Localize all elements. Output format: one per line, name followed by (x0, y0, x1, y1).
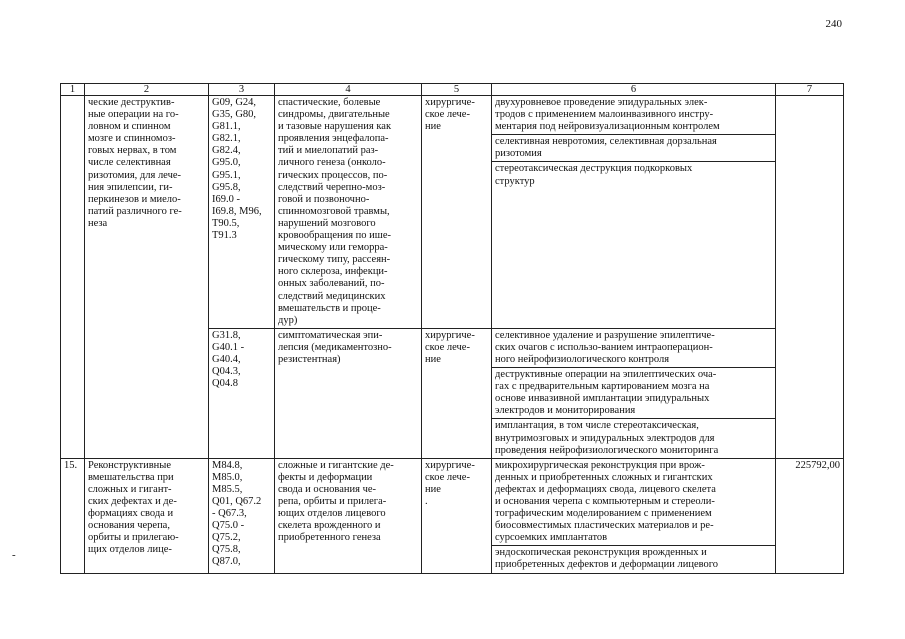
page-number: 240 (825, 18, 842, 30)
treatment-type-cell: хирургиче- ское лече- ние . (422, 458, 492, 573)
treatment-method: двухуровневое проведение эпидуральных элек- тродов с применением малоинвазивного инстру- ментария под нейровизуализационным контролем (492, 96, 775, 135)
treatment-profile-cell: Реконструктивные вмешательства при сложных и гигант- ских дефектах и де- формациях свода и основания черепа, орбиты и прилегаю- щих отделов лице- (85, 458, 209, 573)
treatment-methods-cell (492, 328, 776, 458)
treatment-method: имплантация, в том числе стереотаксическая, внутримозговых и эпидуральных электродов для проведения нейрофизиологического мониторинга (495, 420, 719, 456)
model-patient-cell: сложные и гигантские де- фекты и деформации свода и основания че- репа, орбиты и прилега- ющих отделов лицевого скелета врожденного и приобретенного генеза (275, 458, 422, 573)
model-patient-cell: симптоматическая эпи- лепсия (медикаментозно- резистентная) (275, 328, 422, 458)
model-patient-cell: спастические, болевые синдромы, двигательные и тазовые нарушения как проявления энцефалопа- тий и миелопатий раз- личного генеза (онколо- гических процессов, по- следствий черепно-моз- говой и позвоночно- спинномозговой травмы, нарушений мозгового кровообращения по ише- мическому или геморра- гическому типу, рассеян- ного склероза, инфекци- онных заболеваний, по- следствий медицинских вмешательств и проце- дур) (275, 96, 422, 329)
column-number: 1 (61, 84, 85, 96)
treatment-method: стереотаксическая деструкция подкорковых структур (495, 163, 693, 187)
treatment-method: эндоскопическая реконструкция врожденных и приобретенных дефектов и деформации лицевого (495, 547, 719, 571)
column-number: 4 (275, 84, 422, 96)
treatment-methods-cell (492, 458, 776, 573)
column-number: 3 (209, 84, 275, 96)
row-number-cell: 15. (61, 458, 85, 573)
procedures-table (60, 83, 844, 574)
column-number: 7 (776, 84, 844, 96)
row-number-cell (61, 96, 85, 459)
treatment-profile-cell: ческие деструктив- ные операции на го- ловном и спинном мозге и спинномоз- говых нервах, в том числе селективная ризотомия, для лече- ния эпилепсии, ги- перкинезов и миело- патий различного ге- неза (85, 96, 209, 459)
treatment-method: деструктивные операции на эпилептических оча- гах с предварительным картированием мозга на основе инвазивной имплантации эпидуральных электродов и мониторирования (492, 368, 775, 419)
margin-mark: - (12, 549, 16, 561)
treatment-method: микрохирургическая реконструкция при врож- денных и приобретенных сложных и гигантских дефектах и деформациях свода, лицевого скелета и основания черепа с компьютерным и стереоли- тографическим моделированием с применением биосовместимых пластических материалов и ре- сурсоемких имплантатов (492, 459, 775, 547)
treatment-methods-cell (492, 96, 776, 329)
icd-codes-cell: G31.8, G40.1 - G40.4, Q04.3, Q04.8 (209, 328, 275, 458)
treatment-method: селективная невротомия, селективная дорзальная ризотомия (492, 135, 775, 162)
table-row (61, 458, 844, 573)
treatment-type-cell: хирургиче- ское лече- ние (422, 328, 492, 458)
column-number: 5 (422, 84, 492, 96)
column-number-row (61, 84, 844, 96)
treatment-type-cell: хирургиче- ское лече- ние (422, 96, 492, 329)
treatment-method: селективное удаление и разрушение эпилептиче- ских очагов с использо-ванием интраоперацион- ного нейрофизиологического контроля (492, 329, 775, 368)
column-number: 6 (492, 84, 776, 96)
price-cell: 225792,00 (776, 458, 844, 573)
icd-codes-cell: M84.8, M85.0, M85.5, Q01, Q67.2 - Q67.3, Q75.0 - Q75.2, Q75.8, Q87.0, (209, 458, 275, 573)
table-row (61, 96, 844, 329)
price-cell (776, 96, 844, 459)
icd-codes-cell: G09, G24, G35, G80, G81.1, G82.1, G82.4, G95.0, G95.1, G95.8, I69.0 - I69.8, M96, T90.5, T91.3 (209, 96, 275, 329)
column-number: 2 (85, 84, 209, 96)
